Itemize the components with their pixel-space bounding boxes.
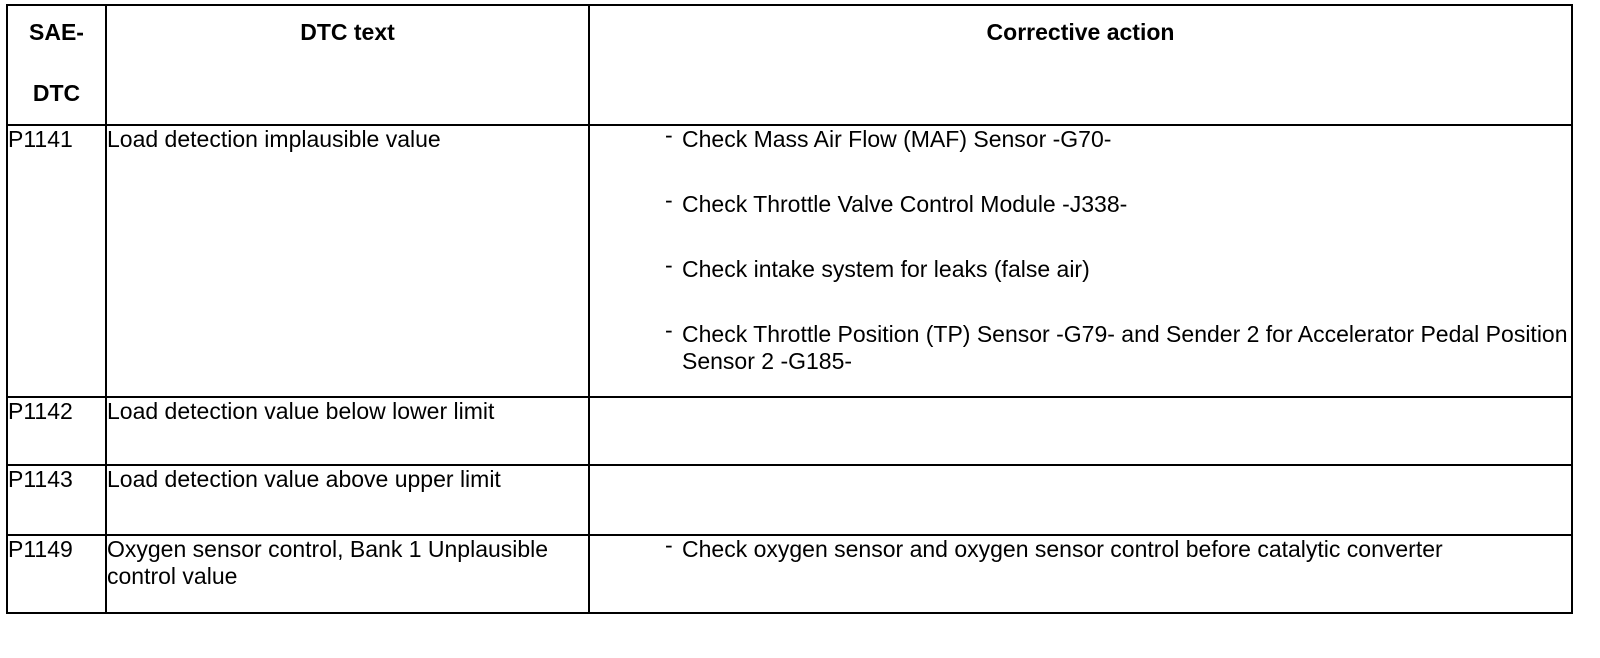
corrective-action-text: Check Throttle Valve Control Module -J338-: [682, 191, 1128, 217]
table-row: [7, 125, 1572, 397]
header-sae-dtc-line2: DTC: [32, 80, 81, 106]
corrective-action-cell: [589, 532, 1572, 613]
dtc-code-cell: P1149: [7, 535, 106, 613]
dtc-text-cell: Load detection value above upper limit: [106, 465, 589, 535]
header-corrective-action: Corrective action: [589, 5, 1572, 125]
dtc-code-cell: P1142: [7, 397, 106, 465]
corrective-action-cell: [589, 465, 1572, 535]
corrective-action-item: [665, 187, 1571, 218]
table-row: [7, 397, 1572, 465]
corrective-action-text: Check intake system for leaks (false air): [682, 256, 1090, 282]
header-row: [7, 5, 1572, 125]
dtc-text-cell: Load detection value below lower limit: [106, 397, 589, 465]
corrective-action-list: [590, 532, 1571, 563]
dash-bullet-icon: -: [665, 252, 673, 278]
dtc-text-cell: Oxygen sensor control, Bank 1 Unplausible control value: [106, 535, 589, 613]
corrective-action-item: [665, 122, 1571, 153]
dash-bullet-icon: -: [665, 317, 673, 343]
corrective-action-item: [665, 317, 1571, 375]
corrective-action-list: [590, 122, 1571, 375]
corrective-action-cell: [589, 397, 1572, 465]
dash-bullet-icon: -: [665, 532, 673, 558]
corrective-action-text: Check oxygen sensor and oxygen sensor control before catalytic converter: [682, 536, 1443, 562]
table-row: [7, 535, 1572, 613]
header-dtc-text: DTC text: [106, 5, 589, 125]
dash-bullet-icon: -: [665, 122, 673, 148]
dtc-code-cell: P1141: [7, 125, 106, 397]
corrective-action-text: Check Mass Air Flow (MAF) Sensor -G70-: [682, 126, 1112, 152]
corrective-action-item: [665, 532, 1571, 563]
corrective-action-item: [665, 252, 1571, 283]
dtc-table: [6, 4, 1573, 614]
corrective-action-cell: [589, 122, 1572, 397]
dash-bullet-icon: -: [665, 187, 673, 213]
corrective-action-text: Check Throttle Position (TP) Sensor -G79- and Sender 2 for Accelerator Pedal Position Sensor 2 -G185-: [682, 321, 1568, 374]
header-sae-dtc: [7, 5, 106, 125]
dtc-text-cell: Load detection implausible value: [106, 125, 589, 397]
header-sae-dtc-line1: SAE-: [29, 19, 84, 45]
dtc-code-cell: P1143: [7, 465, 106, 535]
table-row: [7, 465, 1572, 535]
